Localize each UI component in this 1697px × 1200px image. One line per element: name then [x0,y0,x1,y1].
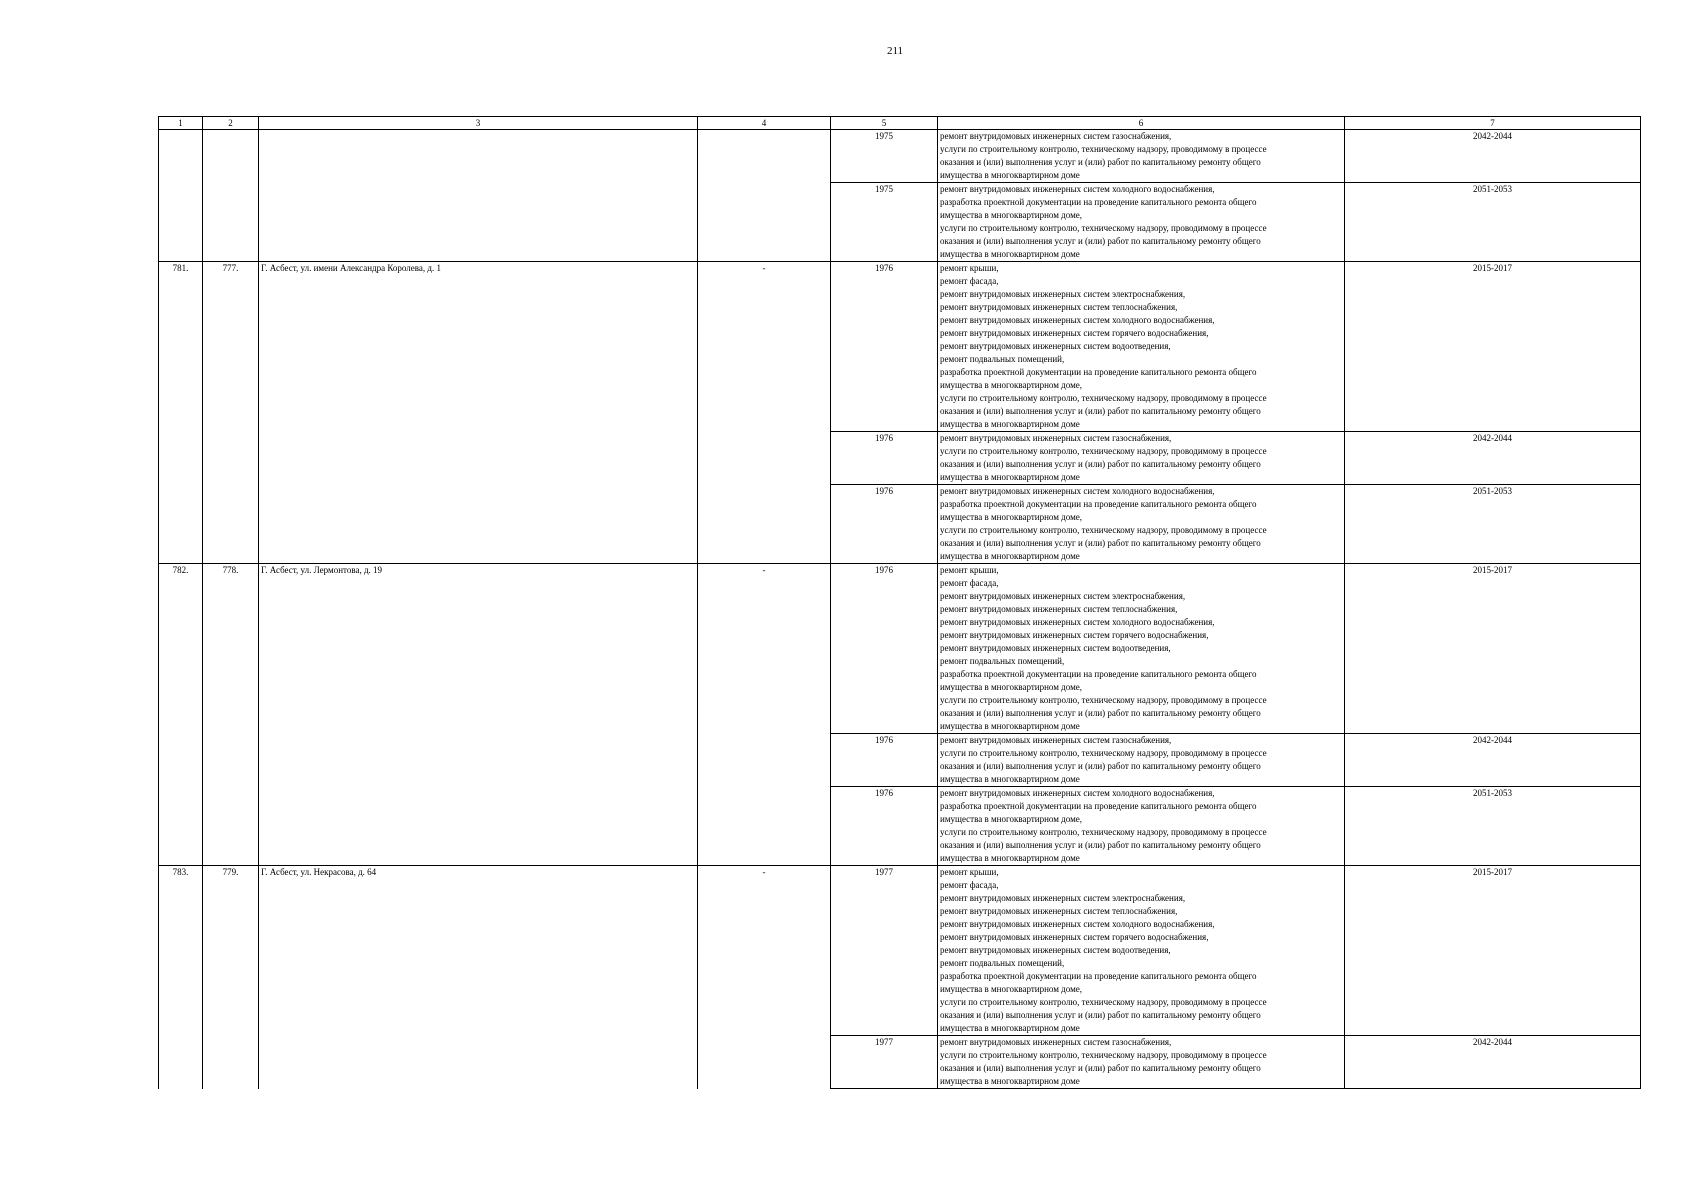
repair-period-cell: 2051-2053 [1345,183,1641,262]
page-number: 211 [886,45,904,57]
repair-period-cell: 2015-2017 [1345,866,1641,1036]
build-year-cell: 1977 [831,866,938,1036]
repair-works-cell: ремонт крыши, ремонт фасада, ремонт внутридомовых инженерных систем электроснабжения, ремонт внутридомовых инженерных систем теплоснабжения, ремонт внутридомовых инженерных систем холодного водоснабжения, ремонт внутридомовых инженерных систем горячего водоснабжения, ремонт внутридомовых инженерных систем водоотведения, ремонт подвальных помещений, разработка проектной документации на проведение капитального ремонта общего имущества в многоквартирном доме, услуги по строительному контролю, техническому надзору, проводимому в процессе оказания и (или) выполнения услуг и (или) работ по капитальному ремонту общего имущества в многоквартирном доме [938,866,1345,1036]
repair-works-cell: ремонт внутридомовых инженерных систем газоснабжения, услуги по строительному контролю, техническому надзору, проводимому в процессе оказания и (или) выполнения услуг и (или) работ по капитальному ремонту общего имущества в многоквартирном доме [938,432,1345,485]
repair-period-cell: 2042-2044 [1345,130,1641,183]
repair-works-cell: ремонт внутридомовых инженерных систем холодного водоснабжения, разработка проектной документации на проведение капитального ремонта общего имущества в многоквартирном доме, услуги по строительному контролю, техническому надзору, проводимому в процессе оказания и (или) выполнения услуг и (или) работ по капитальному ремонту общего имущества в многоквартирном доме [938,183,1345,262]
build-year-cell: 1975 [831,130,938,183]
column-4-cell [698,130,831,262]
repair-works-cell: ремонт внутридомовых инженерных систем газоснабжения, услуги по строительному контролю, техническому надзору, проводимому в процессе оказания и (или) выполнения услуг и (или) работ по капитальному ремонту общего имущества в многоквартирном доме [938,734,1345,787]
column-header: 7 [1345,117,1641,130]
table-row [159,866,1641,1036]
column-header: 3 [259,117,698,130]
object-number: 779. [203,866,259,1089]
column-4-cell: - [698,262,831,564]
object-number [203,130,259,262]
column-header: 2 [203,117,259,130]
repair-period-cell: 2051-2053 [1345,787,1641,866]
repair-works-cell: ремонт крыши, ремонт фасада, ремонт внутридомовых инженерных систем электроснабжения, ремонт внутридомовых инженерных систем теплоснабжения, ремонт внутридомовых инженерных систем холодного водоснабжения, ремонт внутридомовых инженерных систем горячего водоснабжения, ремонт внутридомовых инженерных систем водоотведения, ремонт подвальных помещений, разработка проектной документации на проведение капитального ремонта общего имущества в многоквартирном доме, услуги по строительному контролю, техническому надзору, проводимому в процессе оказания и (или) выполнения услуг и (или) работ по капитальному ремонту общего имущества в многоквартирном доме [938,262,1345,432]
repair-works-cell: ремонт крыши, ремонт фасада, ремонт внутридомовых инженерных систем электроснабжения, ремонт внутридомовых инженерных систем теплоснабжения, ремонт внутридомовых инженерных систем холодного водоснабжения, ремонт внутридомовых инженерных систем горячего водоснабжения, ремонт внутридомовых инженерных систем водоотведения, ремонт подвальных помещений, разработка проектной документации на проведение капитального ремонта общего имущества в многоквартирном доме, услуги по строительному контролю, техническому надзору, проводимому в процессе оказания и (или) выполнения услуг и (или) работ по капитальному ремонту общего имущества в многоквартирном доме [938,564,1345,734]
address-cell: Г. Асбест, ул. Лермонтова, д. 19 [259,564,698,866]
repair-period-cell: 2042-2044 [1345,734,1641,787]
column-number-header-row [159,117,1641,130]
object-number: 777. [203,262,259,564]
build-year-cell: 1976 [831,485,938,564]
repair-period-cell: 2015-2017 [1345,262,1641,432]
repair-works-cell: ремонт внутридомовых инженерных систем холодного водоснабжения, разработка проектной документации на проведение капитального ремонта общего имущества в многоквартирном доме, услуги по строительному контролю, техническому надзору, проводимому в процессе оказания и (или) выполнения услуг и (или) работ по капитальному ремонту общего имущества в многоквартирном доме [938,787,1345,866]
repair-works-cell: ремонт внутридомовых инженерных систем газоснабжения, услуги по строительному контролю, техническому надзору, проводимому в процессе оказания и (или) выполнения услуг и (или) работ по капитальному ремонту общего имущества в многоквартирном доме [938,1036,1345,1089]
repair-period-cell: 2042-2044 [1345,1036,1641,1089]
repair-works-cell: ремонт внутридомовых инженерных систем газоснабжения, услуги по строительному контролю, техническому надзору, проводимому в процессе оказания и (или) выполнения услуг и (или) работ по капитальному ремонту общего имущества в многоквартирном доме [938,130,1345,183]
column-header: 6 [938,117,1345,130]
build-year-cell: 1976 [831,787,938,866]
table-row [159,262,1641,432]
row-number: 781. [159,262,203,564]
build-year-cell: 1976 [831,262,938,432]
build-year-cell: 1977 [831,1036,938,1089]
object-number: 778. [203,564,259,866]
row-number: 782. [159,564,203,866]
capital-repair-table [158,116,1641,1089]
column-header: 4 [698,117,831,130]
table-row [159,564,1641,734]
column-4-cell: - [698,866,831,1089]
repair-works-cell: ремонт внутридомовых инженерных систем холодного водоснабжения, разработка проектной документации на проведение капитального ремонта общего имущества в многоквартирном доме, услуги по строительному контролю, техническому надзору, проводимому в процессе оказания и (или) выполнения услуг и (или) работ по капитальному ремонту общего имущества в многоквартирном доме [938,485,1345,564]
build-year-cell: 1976 [831,734,938,787]
build-year-cell: 1975 [831,183,938,262]
repair-period-cell: 2042-2044 [1345,432,1641,485]
row-number: 783. [159,866,203,1089]
row-number [159,130,203,262]
table-row [159,130,1641,183]
column-header: 1 [159,117,203,130]
repair-period-cell: 2015-2017 [1345,564,1641,734]
address-cell: Г. Асбест, ул. Некрасова, д. 64 [259,866,698,1089]
build-year-cell: 1976 [831,564,938,734]
column-header: 5 [831,117,938,130]
address-cell [259,130,698,262]
column-4-cell: - [698,564,831,866]
build-year-cell: 1976 [831,432,938,485]
address-cell: Г. Асбест, ул. имени Александра Королева, д. 1 [259,262,698,564]
repair-period-cell: 2051-2053 [1345,485,1641,564]
